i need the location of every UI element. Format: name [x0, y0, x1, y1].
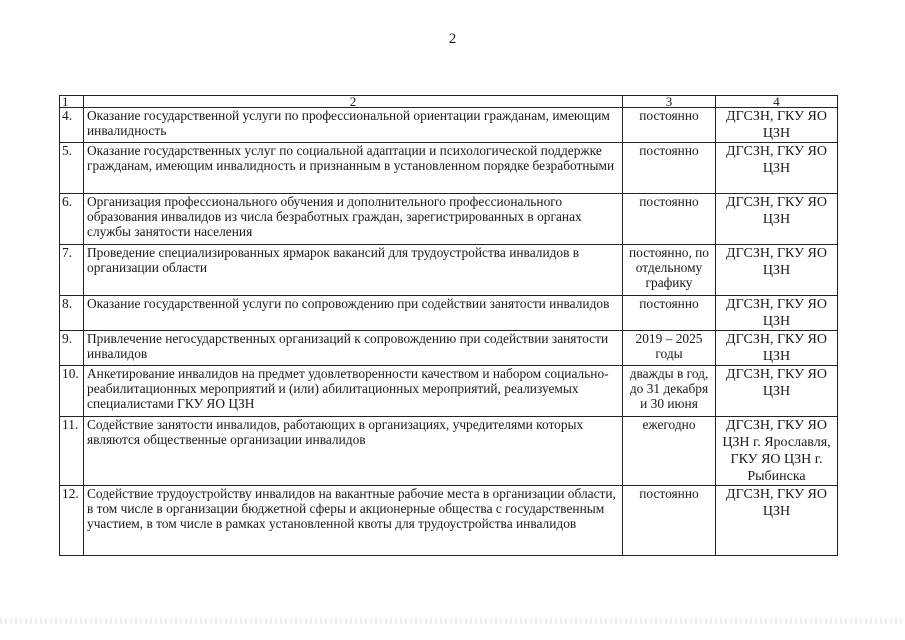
- row-term: 2019 – 2025 годы: [623, 331, 716, 366]
- row-number: 4.: [60, 108, 84, 143]
- row-executor: ДГСЗН, ГКУ ЯО ЦЗН: [716, 194, 838, 245]
- table-row: [60, 245, 838, 296]
- row-measure-text: Оказание государственной услуги по профессиональной ориентации гражданам, имеющим инвалидность: [84, 108, 623, 143]
- row-executor: ДГСЗН, ГКУ ЯО ЦЗН: [716, 366, 838, 417]
- table-row: [60, 366, 838, 417]
- row-executor: ДГСЗН, ГКУ ЯО ЦЗН: [716, 486, 838, 556]
- row-executor: ДГСЗН, ГКУ ЯО ЦЗН: [716, 331, 838, 366]
- row-term: постоянно: [623, 194, 716, 245]
- row-executor: ДГСЗН, ГКУ ЯО ЦЗН: [716, 296, 838, 331]
- row-term: постоянно: [623, 108, 716, 143]
- row-term: постоянно: [623, 143, 716, 194]
- row-number: 5.: [60, 143, 84, 194]
- table-body: [60, 96, 838, 556]
- row-executor: ДГСЗН, ГКУ ЯО ЦЗН: [716, 108, 838, 143]
- row-executor: ДГСЗН, ГКУ ЯО ЦЗН: [716, 245, 838, 296]
- row-number: 10.: [60, 366, 84, 417]
- column-header-3: 3: [623, 96, 716, 108]
- table-row: [60, 143, 838, 194]
- column-header-1: 1: [60, 96, 84, 108]
- row-number: 8.: [60, 296, 84, 331]
- row-executor: ДГСЗН, ГКУ ЯО ЦЗН: [716, 143, 838, 194]
- row-term: постоянно: [623, 296, 716, 331]
- row-measure-text: Организация профессионального обучения и дополнительного профессионального образования инвалидов из числа безработных граждан, зарегистрированных в органах службы занятости населения: [84, 194, 623, 245]
- column-header-2: 2: [84, 96, 623, 108]
- table-row: [60, 108, 838, 143]
- table-row: [60, 331, 838, 366]
- row-number: 12.: [60, 486, 84, 556]
- row-term: дважды в год, до 31 декабря и 30 июня: [623, 366, 716, 417]
- row-term: постоянно: [623, 486, 716, 556]
- page-number: 2: [448, 31, 457, 47]
- row-measure-text: Проведение специализированных ярмарок вакансий для трудоустройства инвалидов в организации области: [84, 245, 623, 296]
- table-row: [60, 486, 838, 556]
- row-measure-text: Оказание государственной услуги по сопровождению при содействии занятости инвалидов: [84, 296, 623, 331]
- row-number: 9.: [60, 331, 84, 366]
- table-row: [60, 296, 838, 331]
- row-number: 11.: [60, 417, 84, 486]
- row-number: 6.: [60, 194, 84, 245]
- row-measure-text: Привлечение негосударственных организаций к сопровождению при содействии занятости инвалидов: [84, 331, 623, 366]
- row-measure-text: Содействие занятости инвалидов, работающих в организациях, учредителями которых являются общественные организации инвалидов: [84, 417, 623, 486]
- row-executor: ДГСЗН, ГКУ ЯО ЦЗН г. Ярославля, ГКУ ЯО ЦЗН г. Рыбинска: [716, 417, 838, 486]
- row-term: постоянно, по отдельному графику: [623, 245, 716, 296]
- table-row: [60, 417, 838, 486]
- row-measure-text: Анкетирование инвалидов на предмет удовлетворенности качеством и набором социально-реабилитационных мероприятий и (или) абилитационных мероприятий, реализуемых специалистами ГКУ ЯО ЦЗН: [84, 366, 623, 417]
- row-number: 7.: [60, 245, 84, 296]
- row-measure-text: Оказание государственных услуг по социальной адаптации и психологической поддержке гражданам, имеющим инвалидность и признанным в установленном порядке безработными: [84, 143, 623, 194]
- column-header-4: 4: [716, 96, 838, 108]
- table-header-row: [60, 96, 838, 108]
- scan-artifact: [0, 618, 905, 624]
- row-measure-text: Содействие трудоустройству инвалидов на вакантные рабочие места в организации области, в том числе в организации бюджетной сферы и акционерные общества с государственным участием, в том числе в рамках установленной квоты для трудоустройства инвалидов: [84, 486, 623, 556]
- table-row: [60, 194, 838, 245]
- row-term: ежегодно: [623, 417, 716, 486]
- measures-table: [59, 95, 838, 556]
